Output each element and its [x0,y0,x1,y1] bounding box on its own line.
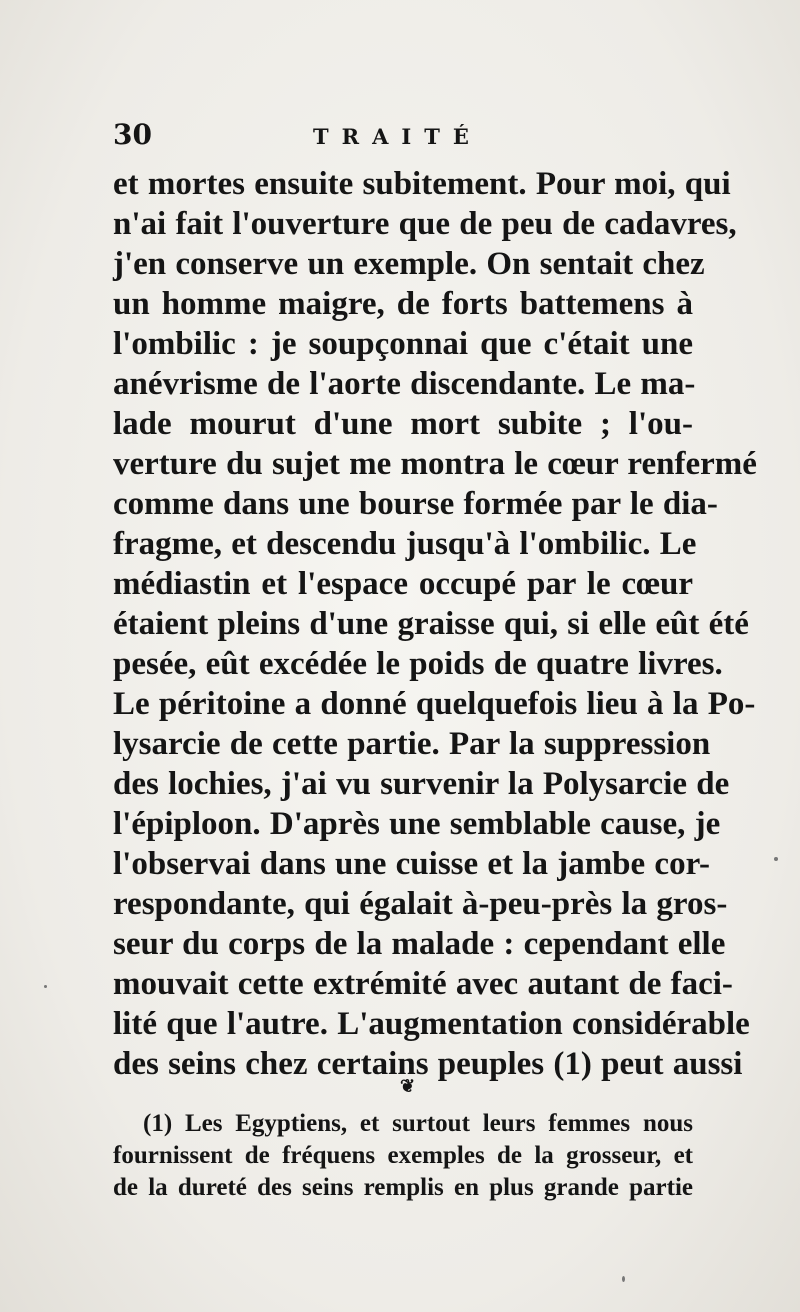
paper-speck [44,985,47,988]
text-line: des lochies, j'ai vu survenir la Polysarcie de [113,766,730,802]
text-line: mouvait cette extrémité avec autant de faci- [113,966,733,1002]
paper-speck [774,857,778,861]
footnote-line: de la dureté des seins remplis en plus grande partie [113,1174,693,1201]
text-line: l'ombilic : je soupçonnai que c'était une [113,326,693,362]
separator-ornament: ❦ [400,1076,416,1097]
text-line: n'ai fait l'ouverture que de peu de cadavres, [113,206,737,242]
text-line: comme dans une bourse formée par le dia- [113,486,718,522]
text-line: médiastin et l'espace occupé par le cœur [113,566,693,602]
text-line: Le péritoine a donné quelquefois lieu à la Po- [113,686,756,722]
text-line: l'épiploon. D'après une semblable cause, je [113,806,721,842]
text-line: j'en conserve un exemple. On sentait chez [113,246,705,282]
text-line: pesée, eût excédée le poids de quatre livres. [113,646,723,682]
text-line: respondante, qui égalait à-peu-près la gros- [113,886,728,922]
text-line: des seins chez certains peuples (1) peut aussi [113,1046,743,1082]
page-header [113,118,713,158]
text-line: l'observai dans une cuisse et la jambe cor- [113,846,710,882]
text-line: seur du corps de la malade : cependant elle [113,926,726,962]
text-line: lysarcie de cette partie. Par la suppression [113,726,711,762]
text-line: lité que l'autre. L'augmentation considérable [113,1006,750,1042]
paper-speck [622,1276,625,1282]
text-line: et mortes ensuite subitement. Pour moi, qui [113,166,731,202]
text-line: étaient pleins d'une graisse qui, si elle eût été [113,606,749,642]
text-line: un homme maigre, de forts battemens à [113,286,693,322]
text-line: lade mourut d'une mort subite ; l'ou- [113,406,693,442]
footnote-line: (1) Les Egyptiens, et surtout leurs femmes nous [143,1110,693,1137]
footnote-line: fournissent de fréquens exemples de la grosseur, et [113,1142,693,1169]
running-title: TRAITÉ [313,124,482,149]
text-line: anévrisme de l'aorte discendante. Le ma- [113,366,696,402]
text-line: fragme, et descendu jusqu'à l'ombilic. Le [113,526,697,562]
page-number: 30 [113,118,152,151]
text-line: verture du sujet me montra le cœur renfermé [113,446,757,482]
